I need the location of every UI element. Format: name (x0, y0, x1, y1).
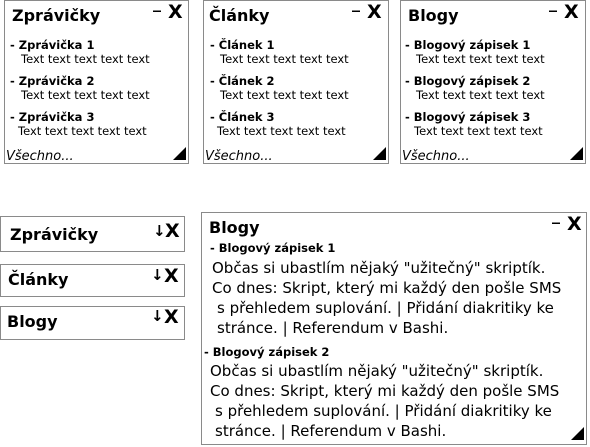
item-heading[interactable]: - Blogový zápisek 3 (405, 110, 531, 124)
item-heading[interactable]: - Zprávička 1 (10, 38, 95, 52)
resize-handle[interactable] (173, 147, 186, 160)
close-button[interactable]: X (165, 220, 180, 242)
more-link[interactable]: Všechno... (402, 149, 470, 164)
widget-blogy (400, 0, 586, 164)
item-heading[interactable]: - Blogový zápisek 1 (405, 38, 531, 52)
entry-heading[interactable]: - Blogový zápisek 2 (204, 345, 330, 359)
widget-title: Blogy (408, 6, 459, 25)
restore-arrow-icon[interactable]: ↓ (153, 222, 166, 240)
widget-title: Zprávičky (10, 225, 99, 244)
item-text: Text text text text text (217, 124, 346, 138)
item-text: Text text text text text (21, 88, 150, 102)
item-heading[interactable]: - Článek 3 (210, 110, 275, 124)
item-heading[interactable]: - Zprávička 3 (10, 110, 95, 124)
item-text: Text text text text text (220, 52, 349, 66)
close-button[interactable]: X (367, 1, 382, 23)
item-heading[interactable]: - Blogový zápisek 2 (405, 74, 531, 88)
widget-title: Články (8, 270, 69, 289)
collapsed-widget-clanky[interactable] (0, 264, 185, 297)
item-heading[interactable]: - Článek 2 (210, 74, 275, 88)
collapsed-widget-zpravicky[interactable] (0, 216, 185, 252)
item-text: Text text text text text (416, 88, 545, 102)
collapsed-widget-blogy[interactable] (0, 306, 185, 340)
entry-heading[interactable]: - Blogový zápisek 1 (210, 241, 336, 255)
item-heading[interactable]: - Článek 1 (210, 38, 275, 52)
item-text: Text text text text text (414, 124, 543, 138)
widget-title: Zprávičky (12, 6, 101, 25)
expanded-widget-blogy (201, 205, 587, 445)
minimize-button[interactable]: _ (153, 0, 161, 12)
close-button[interactable]: X (564, 1, 579, 23)
widget-title: Blogy (7, 312, 58, 331)
item-text: Text text text text text (220, 88, 349, 102)
more-link[interactable]: Všechno... (205, 149, 273, 164)
minimize-button[interactable]: _ (552, 205, 560, 224)
restore-arrow-icon[interactable]: ↓ (151, 266, 164, 284)
close-button[interactable]: X (567, 213, 582, 235)
minimize-button[interactable]: _ (352, 0, 360, 12)
item-text: Text text text text text (21, 52, 150, 66)
widget-title: Blogy (209, 218, 260, 237)
widget-title: Články (209, 6, 270, 25)
resize-handle[interactable] (373, 147, 386, 160)
close-button[interactable]: X (168, 1, 183, 23)
item-text: Text text text text text (18, 124, 147, 138)
widget-clanky (203, 0, 389, 164)
more-link[interactable]: Všechno... (6, 149, 74, 164)
widget-zpravicky (4, 0, 189, 164)
close-button[interactable]: X (164, 306, 179, 328)
entry-text: Občas si ubastlím nějaký "užitečný" skriptík. Co dnes: Skript, který mi každý den pošle SMS s přehledem suplování. | Přidání diakritiky ke stránce. | Referendum v Bashi. (212, 259, 562, 337)
entry-text: Občas si ubastlím nějaký "užitečný" skriptík. Co dnes: Skript, který mi každý den pošle SMS s přehledem suplování. | Přidání diakritiky ke stránce. | Referendum v Bashi. (210, 362, 560, 440)
restore-arrow-icon[interactable]: ↓ (151, 307, 164, 325)
close-button[interactable]: X (164, 265, 179, 287)
resize-handle[interactable] (570, 147, 583, 160)
item-heading[interactable]: - Zprávička 2 (10, 74, 95, 88)
resize-handle[interactable] (571, 427, 584, 440)
minimize-button[interactable]: _ (549, 0, 557, 12)
item-text: Text text text text text (416, 52, 545, 66)
